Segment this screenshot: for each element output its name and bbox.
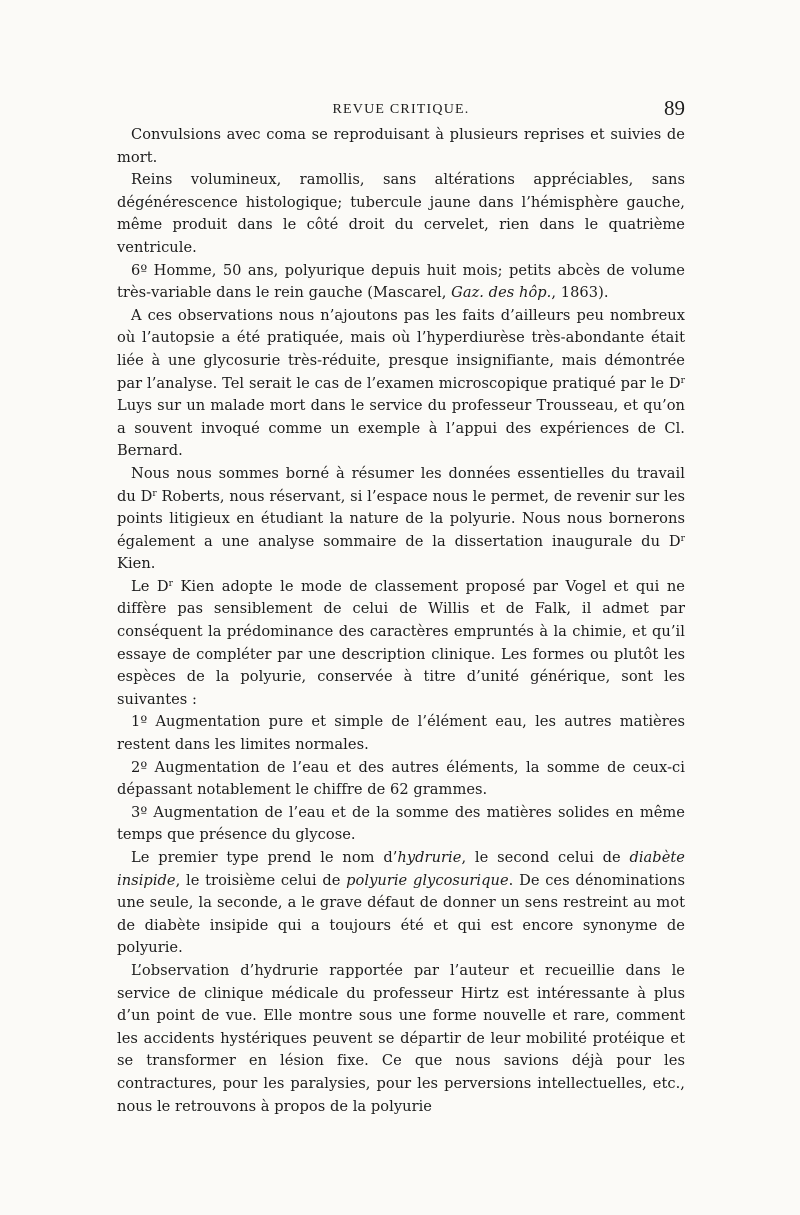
text-span: Roberts, nous réservant, si l’espace nous le permet, de revenir sur les points litigieux en étudiant la nature de la polyurie. Nous nous bornerons également a une analyse sommaire de la dissertation inaugurale du D bbox=[117, 487, 685, 550]
italic-term: diabète insipide bbox=[117, 849, 685, 889]
paragraph-kien bbox=[117, 576, 685, 712]
list-item-3: 3º Augmentation de l’eau et de la somme des matières solides en même temps que présence du glycose. bbox=[117, 803, 685, 844]
text-span: Le D bbox=[131, 577, 169, 595]
text-span: A ces observations nous n’ajoutons pas les faits d’ailleurs peu nombreux où l’autopsie a été pratiquée, mais où l’hyperdiurèse très-abondante était liée à une glycosurie très-réduite, presque insignifiante, mais démontrée par l’analyse. Tel serait le cas de l’examen microscopique pratiqué par le D bbox=[117, 306, 685, 392]
text-span: 6º Homme, 50 ans, polyurique depuis huit mois; petits abcès de volume très-variable dans le rein gauche (Mascarel, bbox=[117, 261, 685, 302]
text-span: , le second celui de bbox=[461, 849, 630, 866]
text-span: . De ces dénominations une seule, la seconde, a le grave défaut de donner un sens restreint au mot de diabète insipide qui a toujours été et qui est encore synonyme de polyurie. bbox=[117, 871, 685, 957]
italic-citation: Gaz. des hôp. bbox=[451, 284, 552, 302]
paragraph-convulsions: Convulsions avec coma se reproduisant à plusieurs reprises et suivies de mort. bbox=[117, 126, 685, 166]
superscript: r bbox=[680, 533, 685, 544]
text-span: Le premier type prend le nom d’ bbox=[131, 849, 398, 866]
italic-term: polyurie glycosurique bbox=[346, 871, 509, 889]
page-number: 89 bbox=[664, 96, 685, 120]
book-page bbox=[117, 96, 685, 1118]
paragraph-observations bbox=[117, 305, 685, 463]
superscript: r bbox=[168, 578, 173, 589]
text-span: , le troisième celui de bbox=[175, 871, 347, 889]
superscript: r bbox=[680, 375, 685, 386]
text-span: Kien. bbox=[117, 555, 156, 573]
body-text bbox=[117, 124, 685, 1118]
text-span: Nous nous sommes borné à résumer les données essentielles du travail du D bbox=[117, 464, 685, 505]
text-span: Luys sur un malade mort dans le service du professeur Trousseau, et qu’on a souvent invoqué comme un exemple à l’appui des expériences de Cl. Bernard. bbox=[117, 397, 685, 460]
paragraph-reins: Reins volumineux, ramollis, sans altérations appréciables, sans dégénérescence histologique; tubercule jaune dans l’hémisphère gauche, même produit dans le côté droit du cervelet, rien dans le quatrième ventricule. bbox=[117, 171, 685, 256]
paragraph-types bbox=[117, 847, 685, 960]
list-item-1: 1º Augmentation pure et simple de l’élément eau, les autres matières restent dans les limites normales. bbox=[117, 713, 685, 754]
page-header bbox=[117, 96, 685, 124]
paragraph-roberts bbox=[117, 463, 685, 576]
paragraph-hydrurie: L’observation d’hydrurie rapportée par l’auteur et recueillie dans le service de clinique médicale du professeur Hirtz est intéressante à plus d’un point de vue. Elle montre sous une forme nouvelle et rare, comment les accidents hystériques peuvent se départir de leur mobilité protéique et se transformer en lésion fixe. Ce que nous savions déjà pour les contractures, pour les paralysies, pour les perversions intellectuelles, etc., nous le retrouvons à propos de la polyurie bbox=[117, 961, 685, 1115]
running-head: REVUE CRITIQUE. bbox=[332, 102, 470, 117]
paragraph-observation-6 bbox=[117, 260, 685, 305]
superscript: r bbox=[152, 488, 157, 499]
list-item-2: 2º Augmentation de l’eau et des autres éléments, la somme de ceux-ci dépassant notablement le chiffre de 62 grammes. bbox=[117, 758, 685, 799]
text-span: , 1863). bbox=[551, 284, 609, 302]
italic-term: hydrurie bbox=[397, 849, 462, 866]
text-span: Kien adopte le mode de classement proposé par Vogel et qui ne diffère pas sensiblement de celui de Willis et de Falk, il admet par conséquent la prédominance des caractères empruntés à la chimie, et qu’il essaye de compléter par une description clinique. Les formes ou plutôt les espèces de la polyurie, conservée à titre d’unité générique, sont les suivantes : bbox=[117, 577, 685, 708]
